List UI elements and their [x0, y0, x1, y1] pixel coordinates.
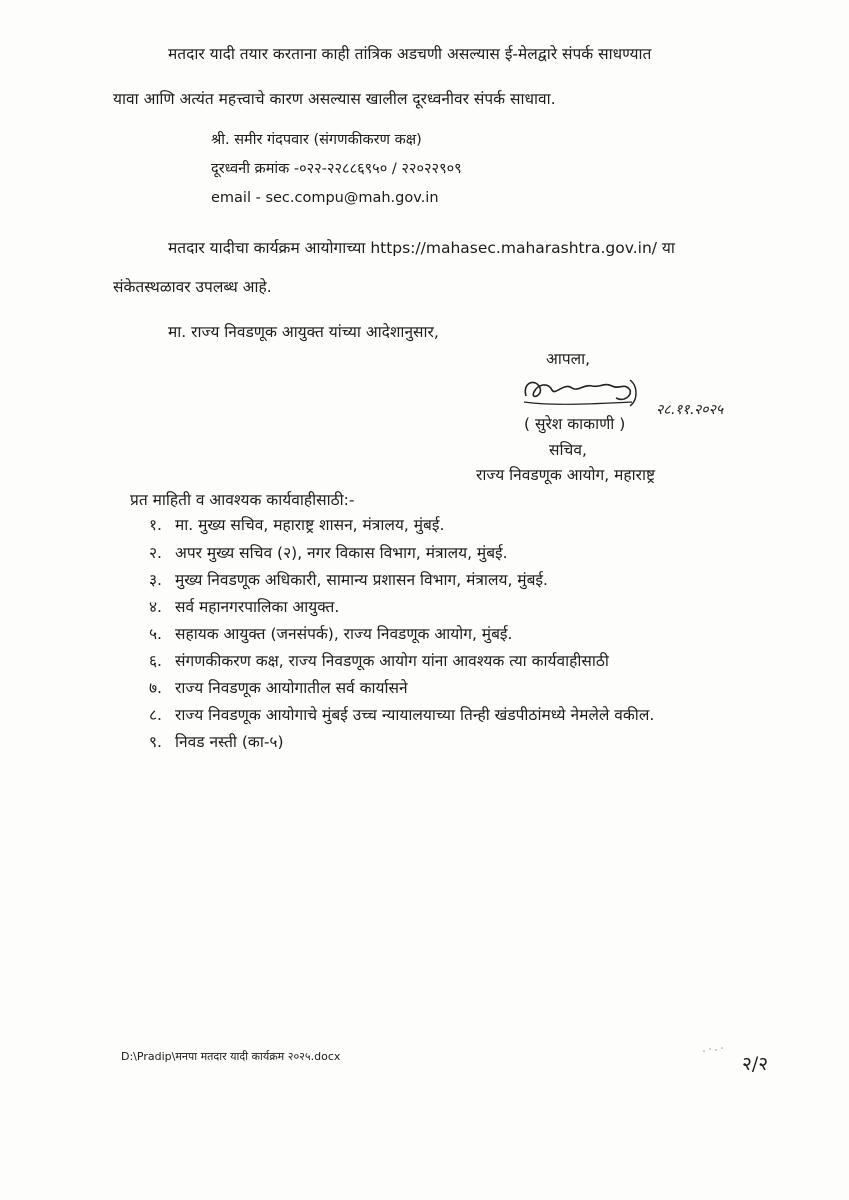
contact-name: श्री. समीर गंदपवार (संगणकीकरण कक्ष): [211, 132, 422, 148]
program-line-2: संकेतस्थळावर उपलब्ध आहे.: [113, 278, 272, 296]
signatory-name: ( सुरेश काकाणी ): [524, 415, 626, 433]
speckle-marks: [700, 1043, 730, 1057]
signatory-designation: सचिव,: [549, 441, 587, 459]
by-order-line: मा. राज्य निवडणूक आयुक्त यांच्या आदेशानुसार,: [168, 323, 439, 341]
program-line-1: मतदार यादीचा कार्यक्रम आयोगाच्या https://mahasec.maharashtra.gov.in/ या: [168, 239, 675, 257]
signature-closing: आपला,: [546, 350, 591, 368]
signatory-office: राज्य निवडणूक आयोग, महाराष्ट्र: [476, 466, 656, 484]
handwritten-signature: [512, 372, 767, 418]
tech-issue-line-2: यावा आणि अत्यंत महत्त्वाचे कारण असल्यास खालील दूरध्वनीवर संपर्क साधावा.: [113, 90, 556, 108]
list-item: ३. मुख्य निवडणूक अधिकारी, सामान्य प्रशासन विभाग, मंत्रालय, मुंबई.: [149, 571, 548, 589]
footer-file-path: D:\Pradip\मनपा मतदार यादी कार्यक्रम २०२५.docx: [121, 1050, 341, 1063]
contact-phone: दूरध्वनी क्रमांक -०२२-२२८८६९५० / २२०२२९०९: [211, 161, 462, 177]
list-item: ७. राज्य निवडणूक आयोगातील सर्व कार्यासने: [149, 679, 408, 697]
list-item: ४. सर्व महानगरपालिका आयुक्त.: [149, 598, 340, 616]
list-item: ८. राज्य निवडणूक आयोगाचे मुंबई उच्च न्यायालयाच्या तिन्ही खंडपीठांमध्ये नेमलेले वकील.: [149, 706, 655, 724]
list-item: ६. संगणकीकरण कक्ष, राज्य निवडणूक आयोग यांना आवश्यक त्या कार्यवाहीसाठी: [149, 652, 609, 670]
copy-to-heading: प्रत माहिती व आवश्यक कार्यवाहीसाठी:-: [130, 491, 355, 509]
page-number: २/२: [742, 1053, 769, 1075]
list-item: २. अपर मुख्य सचिव (२), नगर विकास विभाग, मंत्रालय, मुंबई.: [149, 544, 508, 562]
list-item: ९. निवड नस्ती (का-५): [149, 733, 284, 751]
list-item: ५. सहायक आयुक्त (जनसंपर्क), राज्य निवडणूक आयोग, मुंबई.: [149, 625, 513, 643]
handwritten-date: २८.११.२०२५: [656, 402, 724, 418]
list-item: १. मा. मुख्य सचिव, महाराष्ट्र शासन, मंत्रालय, मुंबई.: [149, 516, 445, 534]
contact-email: email - sec.compu@mah.gov.in: [211, 190, 439, 206]
tech-issue-line-1: मतदार यादी तयार करताना काही तांत्रिक अडचणी असल्यास ई-मेलद्वारे संपर्क साधण्यात: [168, 45, 652, 63]
